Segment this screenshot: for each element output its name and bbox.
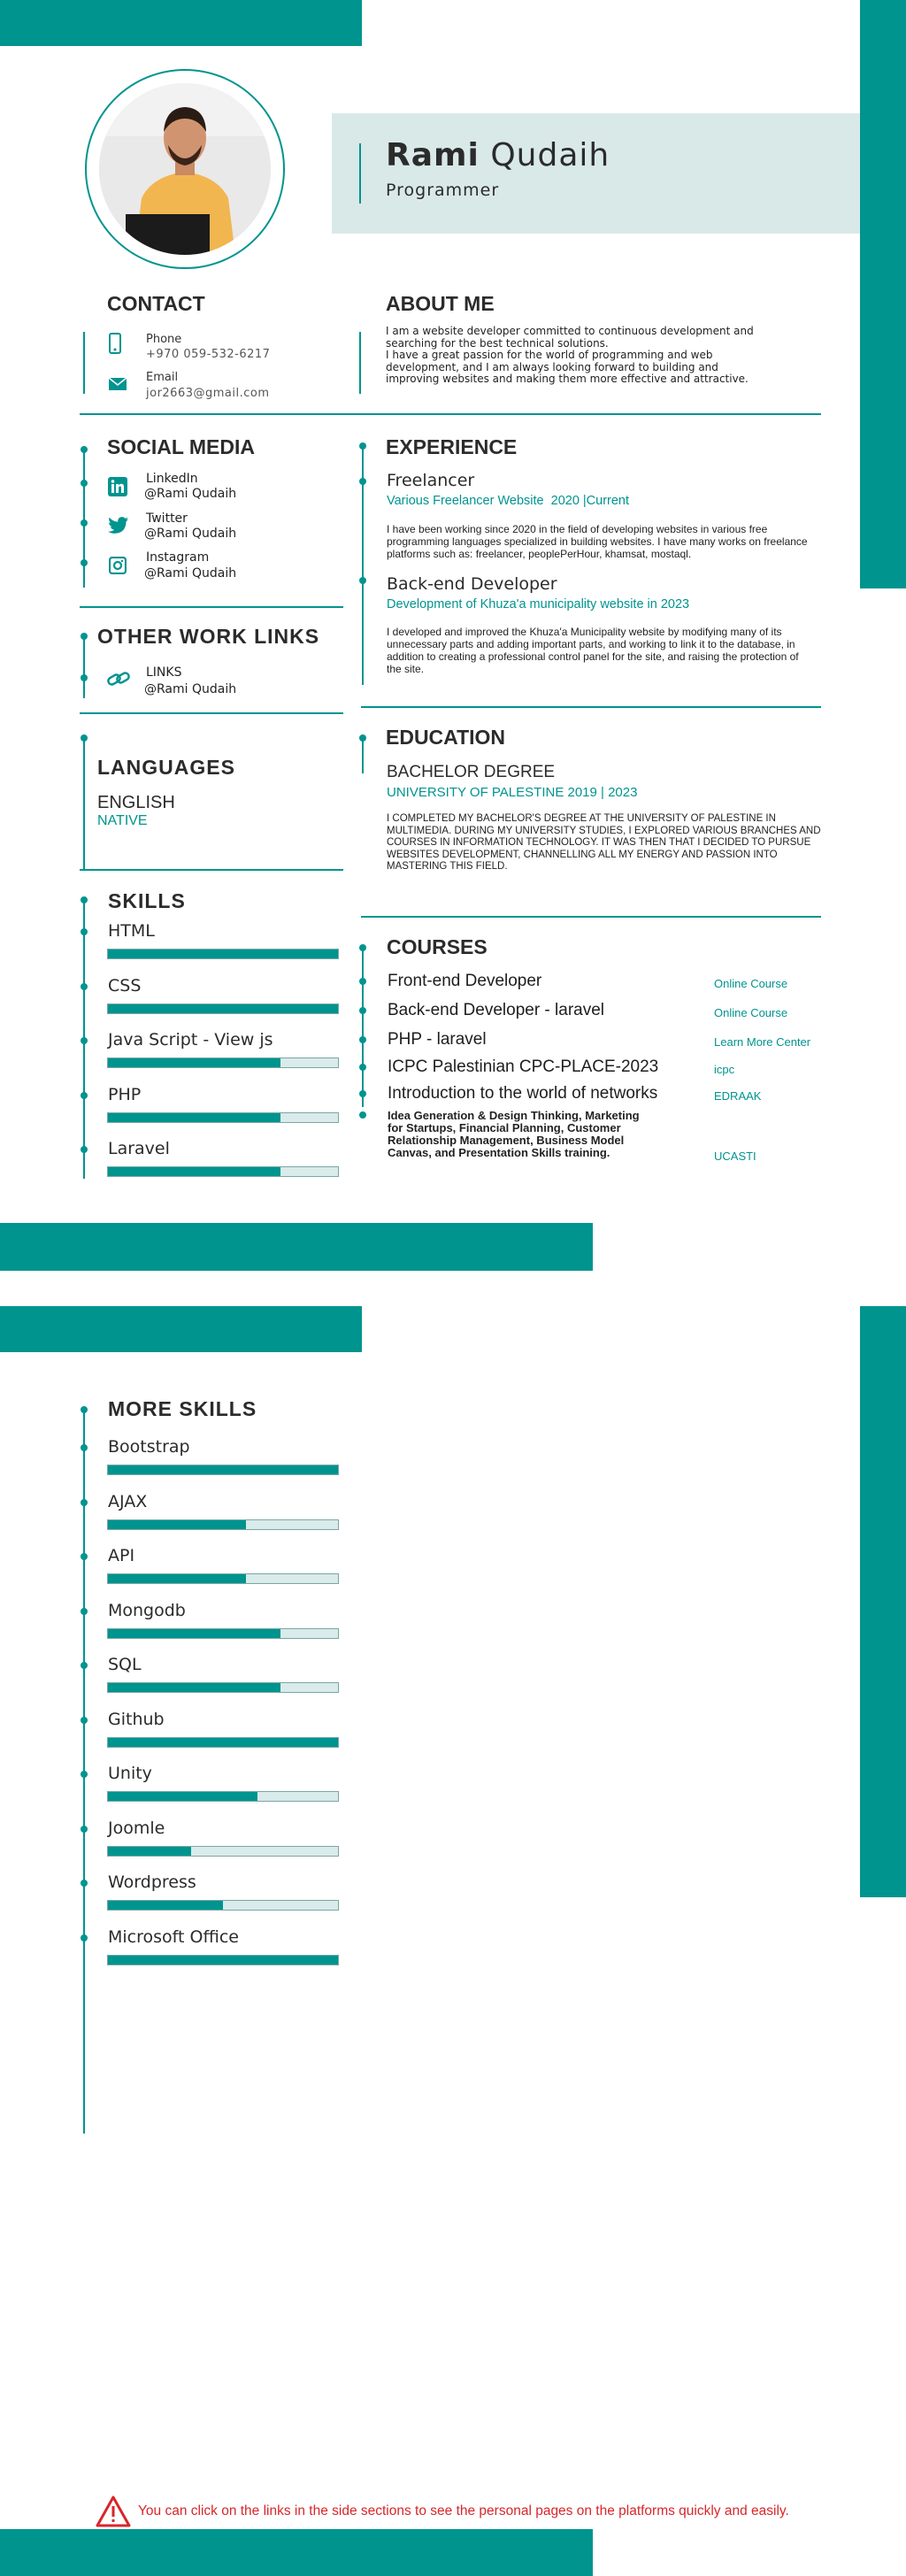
languages-title: LANGUAGES: [97, 756, 235, 779]
education-title: EDUCATION: [386, 726, 506, 749]
skills-bar: [107, 1112, 339, 1123]
instagram-label[interactable]: Instagram: [146, 550, 210, 565]
more-skills-bar: [107, 1846, 339, 1857]
language-name: ENGLISH: [97, 793, 175, 812]
skills-name: Laravel: [108, 1139, 170, 1158]
course-source: UCASTI: [714, 1150, 756, 1163]
skills-bar: [107, 1166, 339, 1177]
course-source: icpc: [714, 1063, 735, 1076]
course-dot: [359, 1036, 366, 1043]
languages-divider: [80, 869, 343, 871]
social-title: SOCIAL MEDIA: [107, 435, 255, 458]
instagram-icon[interactable]: [109, 557, 127, 578]
more-skills-dot: [81, 1662, 88, 1669]
about-line: [359, 332, 361, 394]
more-skills-name: Unity: [108, 1764, 152, 1783]
more-skills-dot: [81, 1771, 88, 1778]
skills-dot: [81, 1092, 88, 1099]
name-header-divider: [359, 143, 361, 204]
course-name-line: Relationship Management, Business Model: [388, 1134, 625, 1147]
linkedin-label[interactable]: LinkedIn: [146, 472, 198, 486]
page-2-right-bar: [860, 1306, 906, 1897]
more-skills-name: Microsoft Office: [108, 1926, 239, 1947]
course-name: Front-end Developer: [388, 972, 542, 990]
warning-icon: [96, 2495, 131, 2531]
more-skills-dot: [81, 1826, 88, 1833]
courses-line: [362, 948, 364, 1107]
skills-name: HTML: [108, 921, 155, 941]
exp-2-line-4: the site.: [387, 663, 425, 675]
exp-1-line-2: programming languages specialized in building websites. I have many works on freelance: [387, 535, 808, 548]
exp-1-subtitle: Various Freelancer Website 2020 |Current: [387, 494, 630, 508]
more-skills-dot: [81, 1934, 88, 1942]
top-left-accent-bar: [0, 0, 362, 46]
more-skills-bar-fill: [108, 1901, 223, 1910]
course-source: Online Course: [714, 977, 788, 990]
link-icon[interactable]: [107, 670, 130, 691]
full-name: [386, 137, 610, 173]
course-name-line: for Startups, Financial Planning, Customer: [388, 1121, 621, 1134]
course-source: Learn More Center: [714, 1035, 811, 1049]
education-school: UNIVERSITY OF PALESTINE 2019 | 2023: [387, 785, 638, 800]
exp-1-role: Freelancer: [387, 471, 475, 490]
skills-dot: [81, 1037, 88, 1044]
more-skills-bar: [107, 1955, 339, 1965]
more-skills-name: Wordpress: [108, 1872, 196, 1892]
more-skills-bar: [107, 1791, 339, 1802]
more-skills-dot: [81, 1717, 88, 1724]
more-skills-bar-fill: [108, 1847, 191, 1856]
more-skills-name: Github: [108, 1709, 165, 1729]
more-skills-dot: [81, 1553, 88, 1560]
skills-name: PHP: [108, 1084, 142, 1104]
more-skills-name: AJAX: [108, 1491, 148, 1511]
education-divider: [361, 916, 821, 918]
education-degree: BACHELOR DEGREE: [387, 763, 556, 781]
exp-2-description: [387, 626, 799, 675]
edu-line-5: MASTERING THIS FIELD.: [387, 861, 508, 872]
links-label[interactable]: LINKS: [146, 665, 182, 680]
more-skills-bar: [107, 1573, 339, 1584]
edu-line-3: COURSES IN INFORMATION TECHNOLOGY. IT WAS THEN THAT I DECIDED TO PURSUE: [387, 837, 811, 848]
about-line-5: improving websites and making them more effective and attractive.: [386, 373, 749, 385]
more-skills-dot: [81, 1499, 88, 1506]
links-line: [83, 636, 85, 698]
course-name-multiline: [388, 1110, 640, 1159]
skills-bar: [107, 1003, 339, 1014]
skills-dot: [81, 983, 88, 990]
skills-bar: [107, 949, 339, 959]
more-skills-bar: [107, 1900, 339, 1911]
twitter-label[interactable]: Twitter: [146, 511, 188, 526]
courses-title: COURSES: [387, 935, 488, 958]
page-1-bottom-bar: [0, 1223, 593, 1271]
job-title: Programmer: [386, 181, 500, 200]
course-name-line: Idea Generation & Design Thinking, Marketing: [388, 1109, 640, 1122]
email-value[interactable]: jor2663@gmail.com: [146, 387, 270, 400]
last-name: Qudaih: [490, 137, 610, 173]
about-line-3: I have a great passion for the world of programming and web: [386, 349, 713, 361]
skills-dot: [81, 928, 88, 935]
about-line-4: development, and I am always looking forward to building and: [386, 360, 718, 373]
edu-line-4: WEBSITES DEVELOPMENT, CHANNELLING ALL MY ENERGY AND PASSION INTO: [387, 849, 778, 860]
links-handle[interactable]: @Rami Qudaih: [144, 682, 237, 696]
course-dot: [359, 1111, 366, 1119]
exp-1-description: [387, 523, 808, 560]
experience-divider: [361, 706, 821, 708]
twitter-handle[interactable]: @Rami Qudaih: [144, 527, 237, 541]
more-skills-name: API: [108, 1546, 135, 1565]
exp-1-line-1: I have been working since 2020 in the field of developing websites in various free: [387, 523, 768, 535]
social-dot-2: [81, 480, 88, 487]
course-name: ICPC Palestinian CPC-PLACE-2023: [388, 1057, 659, 1076]
exp-2-line-2: unnecessary parts and adding important parts, and working to link it to the database, in: [387, 638, 795, 650]
education-line: [362, 738, 364, 773]
social-line: [83, 450, 85, 588]
skills-bar-fill: [108, 1058, 280, 1067]
name-header-panel: [332, 113, 860, 234]
phone-label: Phone: [146, 333, 182, 346]
right-accent-bar: [860, 0, 906, 588]
language-level: NATIVE: [97, 813, 148, 828]
contact-title: CONTACT: [107, 292, 205, 315]
edu-line-1: I COMPLETED MY BACHELOR'S DEGREE AT THE UNIVERSITY OF PALESTINE IN: [387, 813, 776, 824]
contact-line: [83, 332, 85, 394]
skills-dot: [81, 1146, 88, 1153]
skills-bar-fill: [108, 1167, 280, 1176]
work-links-title: OTHER WORK LINKS: [97, 625, 320, 648]
education-description: [387, 813, 821, 873]
about-text: [386, 326, 754, 386]
about-line-2: searching for the best technical solutions.: [386, 336, 609, 350]
course-name-line: Canvas, and Presentation Skills training.: [388, 1146, 610, 1159]
course-dot: [359, 1064, 366, 1071]
social-dot-4: [81, 559, 88, 566]
experience-title: EXPERIENCE: [386, 435, 518, 458]
linkedin-handle[interactable]: @Rami Qudaih: [144, 487, 237, 501]
exp-2-role: Back-end Developer: [387, 574, 557, 594]
about-title: ABOUT ME: [386, 292, 495, 315]
skills-bar-fill: [108, 1113, 280, 1122]
more-skills-dot: [81, 1880, 88, 1887]
more-skills-bar: [107, 1465, 339, 1475]
more-skills-bar-fill: [108, 1465, 338, 1474]
skills-title: SKILLS: [108, 889, 186, 912]
more-skills-bar-fill: [108, 1738, 338, 1747]
twitter-icon[interactable]: [108, 517, 129, 538]
page-2-top-bar: [0, 1306, 362, 1352]
course-name: PHP - laravel: [388, 1030, 487, 1049]
languages-line: [83, 738, 85, 869]
social-dot-3: [81, 519, 88, 527]
skills-name: CSS: [108, 975, 142, 996]
more-skills-name: Mongodb: [108, 1600, 186, 1620]
course-name: Back-end Developer - laravel: [388, 1001, 605, 1019]
email-label: Email: [146, 371, 179, 384]
phone-icon: [108, 333, 122, 358]
course-name: Introduction to the world of networks: [388, 1084, 658, 1103]
email-icon: [108, 377, 127, 395]
course-source: EDRAAK: [714, 1089, 762, 1103]
exp-2-line-1: I developed and improved the Khuza'a Municipality website by modifying many of its: [387, 626, 782, 638]
more-skills-bar: [107, 1737, 339, 1748]
links-divider: [80, 712, 343, 714]
more-skills-bar: [107, 1628, 339, 1639]
skills-bar-fill: [108, 1004, 338, 1013]
exp-1-line-3: platforms such as: freelancer, peoplePerHour, khamsat, mostaql.: [387, 548, 692, 560]
linkedin-icon[interactable]: [108, 477, 127, 500]
instagram-handle[interactable]: @Rami Qudaih: [144, 566, 237, 581]
course-dot: [359, 978, 366, 985]
more-skills-bar: [107, 1682, 339, 1693]
social-divider: [80, 606, 343, 608]
more-skills-dot: [81, 1608, 88, 1615]
links-dot-2: [81, 674, 88, 681]
more-skills-name: Bootstrap: [108, 1437, 190, 1457]
more-skills-name: SQL: [108, 1655, 142, 1674]
more-skills-bar-fill: [108, 1956, 338, 1965]
footer-note: You can click on the links in the side sections to see the personal pages on the platforms quickly and easily.: [138, 2503, 789, 2518]
exp-2-line-3: addition to creating a professional control panel for the site, and raising the protection of: [387, 650, 799, 663]
footer-bar: [0, 2529, 593, 2576]
more-skills-dot: [81, 1444, 88, 1451]
phone-value[interactable]: +970 059-532-6217: [146, 348, 271, 361]
about-line-1: I am a website developer committed to continuous development and: [386, 325, 754, 337]
first-name: Rami: [386, 137, 480, 173]
skills-name: Java Script - View js: [108, 1030, 273, 1050]
more-skills-bar-fill: [108, 1574, 246, 1583]
skills-bar: [107, 1057, 339, 1068]
more-skills-bar: [107, 1519, 339, 1530]
more-skills-bar-fill: [108, 1629, 280, 1638]
more-skills-name: Joomle: [108, 1818, 165, 1838]
course-dot: [359, 1090, 366, 1097]
course-source: Online Course: [714, 1006, 788, 1019]
more-skills-title: MORE SKILLS: [108, 1397, 257, 1420]
experience-dot-2: [359, 478, 366, 485]
edu-line-2: MULTIMEDIA. DURING MY UNIVERSITY STUDIES, I EXPLORED VARIOUS BRANCHES AND: [387, 825, 821, 836]
person-illustration: [99, 83, 271, 255]
more-skills-bar-fill: [108, 1520, 246, 1529]
experience-dot-3: [359, 577, 366, 584]
exp-2-subtitle: Development of Khuza'a municipality website in 2023: [387, 597, 690, 611]
profile-photo: [99, 83, 271, 255]
course-dot: [359, 1007, 366, 1014]
top-divider: [80, 413, 821, 415]
more-skills-bar-fill: [108, 1792, 257, 1801]
skills-bar-fill: [108, 950, 338, 958]
more-skills-bar-fill: [108, 1683, 280, 1692]
